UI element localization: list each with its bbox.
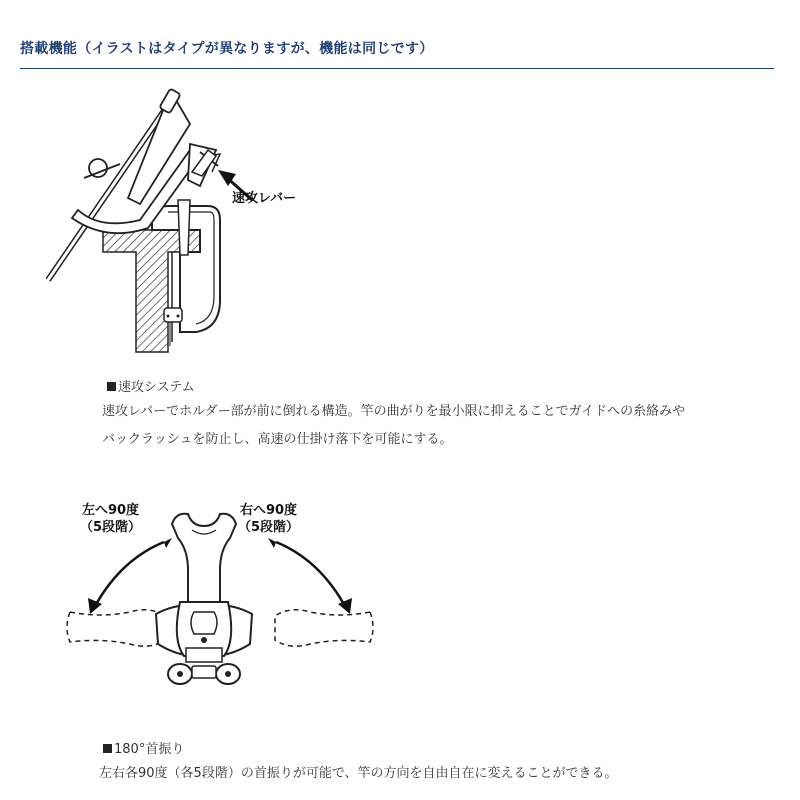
feature-title-swivel: 180°首振り bbox=[103, 738, 184, 757]
bullet-square-icon bbox=[103, 744, 112, 753]
desc-line: 速攻レバーでホルダー部が前に倒れる構造。竿の曲がりを最小限に抑えることでガイドへの糸絡みや bbox=[102, 404, 686, 419]
section-title: 搭載機能（イラストはタイプが異なりますが、機能は同じです） bbox=[20, 41, 434, 57]
quick-lever-callout: 速攻レバー bbox=[232, 191, 297, 206]
feature-desc-swivel bbox=[99, 760, 618, 788]
right-position-dashed bbox=[275, 610, 373, 647]
feature-title-quick-system: 速攻システム bbox=[107, 376, 195, 395]
desc-line: 左右各90度（各5段階）の首振りが可能で、竿の方向を自由自在に変えることができる。 bbox=[99, 766, 618, 781]
quick-lever-illustration bbox=[40, 80, 340, 360]
callout-line: （5段階） bbox=[238, 520, 300, 535]
swivel-right-callout bbox=[238, 502, 299, 536]
callout-line: 左へ90度 bbox=[81, 503, 140, 518]
swivel-left-callout bbox=[80, 502, 141, 536]
callout-line: （5段階） bbox=[80, 520, 142, 535]
desc-line: バックラッシュを防止し、高速の仕掛け落下を可能にする。 bbox=[102, 432, 453, 447]
left-position-dashed bbox=[67, 610, 165, 647]
bullet-square-icon bbox=[107, 382, 116, 391]
holder-upright bbox=[172, 514, 236, 602]
callout-line: 右へ90度 bbox=[239, 503, 298, 518]
feature-desc-quick-system bbox=[102, 398, 685, 454]
section-header bbox=[20, 38, 774, 69]
